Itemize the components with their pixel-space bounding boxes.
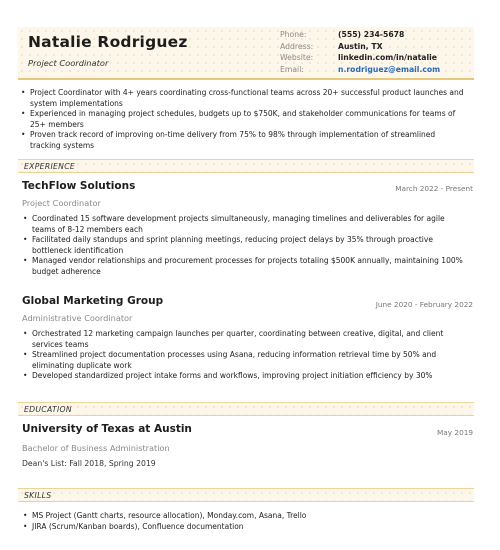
job-bullet: • Developed standardized project intake forms and workflows, improving project initiation efficiency by 30% [22, 371, 468, 382]
phone-value: (555) 234-5678 [338, 30, 405, 39]
contact-label: Phone: [280, 30, 307, 39]
degree: Bachelor of Business Administration [22, 443, 170, 453]
section-title: EXPERIENCE [24, 162, 76, 171]
company-name: Global Marketing Group [22, 295, 164, 307]
job-bullet: • Managed vendor relationships and procurement processes for projects totaling $500K annually, maintaining 100% budget adherence [22, 256, 468, 277]
contact-block [280, 29, 470, 75]
email-link[interactable]: n.rodriguez@email.com [338, 64, 441, 74]
job-bullet: • Orchestrated 12 marketing campaign launches per quarter, coordinating between creative, digital, and client services teams [22, 329, 468, 350]
job-bullets [22, 214, 468, 277]
skills-list [22, 511, 468, 532]
contact-row-website [280, 52, 470, 64]
contact-label: Website: [280, 53, 314, 62]
skills-section-header [18, 488, 474, 502]
job-bullet: • Streamlined project documentation processes using Asana, reducing information retrieval time by 50% and eliminating duplicate work [22, 350, 468, 371]
website-link[interactable]: linkedin.com/in/natalie [338, 53, 437, 62]
contact-row-address [280, 41, 470, 53]
summary-item: • Experienced in managing project schedules, budgets up to $750K, and stakeholder communications for teams of 25+ members [20, 109, 466, 130]
job-title: Administrative Coordinator [22, 313, 133, 323]
contact-row-phone [280, 29, 470, 41]
contact-row-email [280, 64, 470, 76]
skill-item: • MS Project (Gantt charts, resource allocation), Monday.com, Asana, Trello [22, 511, 468, 522]
contact-label: Email: [280, 64, 304, 74]
education-honors: Dean's List: Fall 2018, Spring 2019 [22, 459, 156, 468]
school-name: University of Texas at Austin [22, 423, 192, 435]
section-title: SKILLS [24, 491, 52, 500]
summary-item: • Project Coordinator with 4+ years coordinating cross-functional teams across 20+ successful product launches and system implementations [20, 88, 466, 109]
summary-list [20, 88, 466, 151]
candidate-name: Natalie Rodriguez [28, 33, 188, 51]
education-section-header [18, 402, 474, 416]
job-bullet: • Facilitated daily standups and sprint planning meetings, reducing project delays by 35% through proactive bottleneck identification [22, 235, 468, 256]
job-title: Project Coordinator [22, 198, 101, 208]
candidate-title: Project Coordinator [28, 58, 109, 68]
job-dates: June 2020 - February 2022 [375, 300, 473, 309]
job-dates: March 2022 - Present [395, 184, 473, 193]
resume-header [18, 27, 474, 80]
skill-item: • JIRA (Scrum/Kanban boards), Confluence documentation [22, 522, 468, 533]
job-bullets [22, 329, 468, 382]
experience-section-header [18, 159, 474, 173]
address-value: Austin, TX [338, 41, 383, 51]
section-title: EDUCATION [24, 405, 72, 414]
job-bullet: • Coordinated 15 software development projects simultaneously, managing timelines and deliverables for agile teams of 8-12 members each [22, 214, 468, 235]
summary-item: • Proven track record of improving on-time delivery from 75% to 98% through implementation of streamlined tracking systems [20, 130, 466, 151]
company-name: TechFlow Solutions [22, 180, 136, 192]
contact-label: Address: [280, 41, 314, 51]
graduation-date: May 2019 [437, 428, 473, 437]
